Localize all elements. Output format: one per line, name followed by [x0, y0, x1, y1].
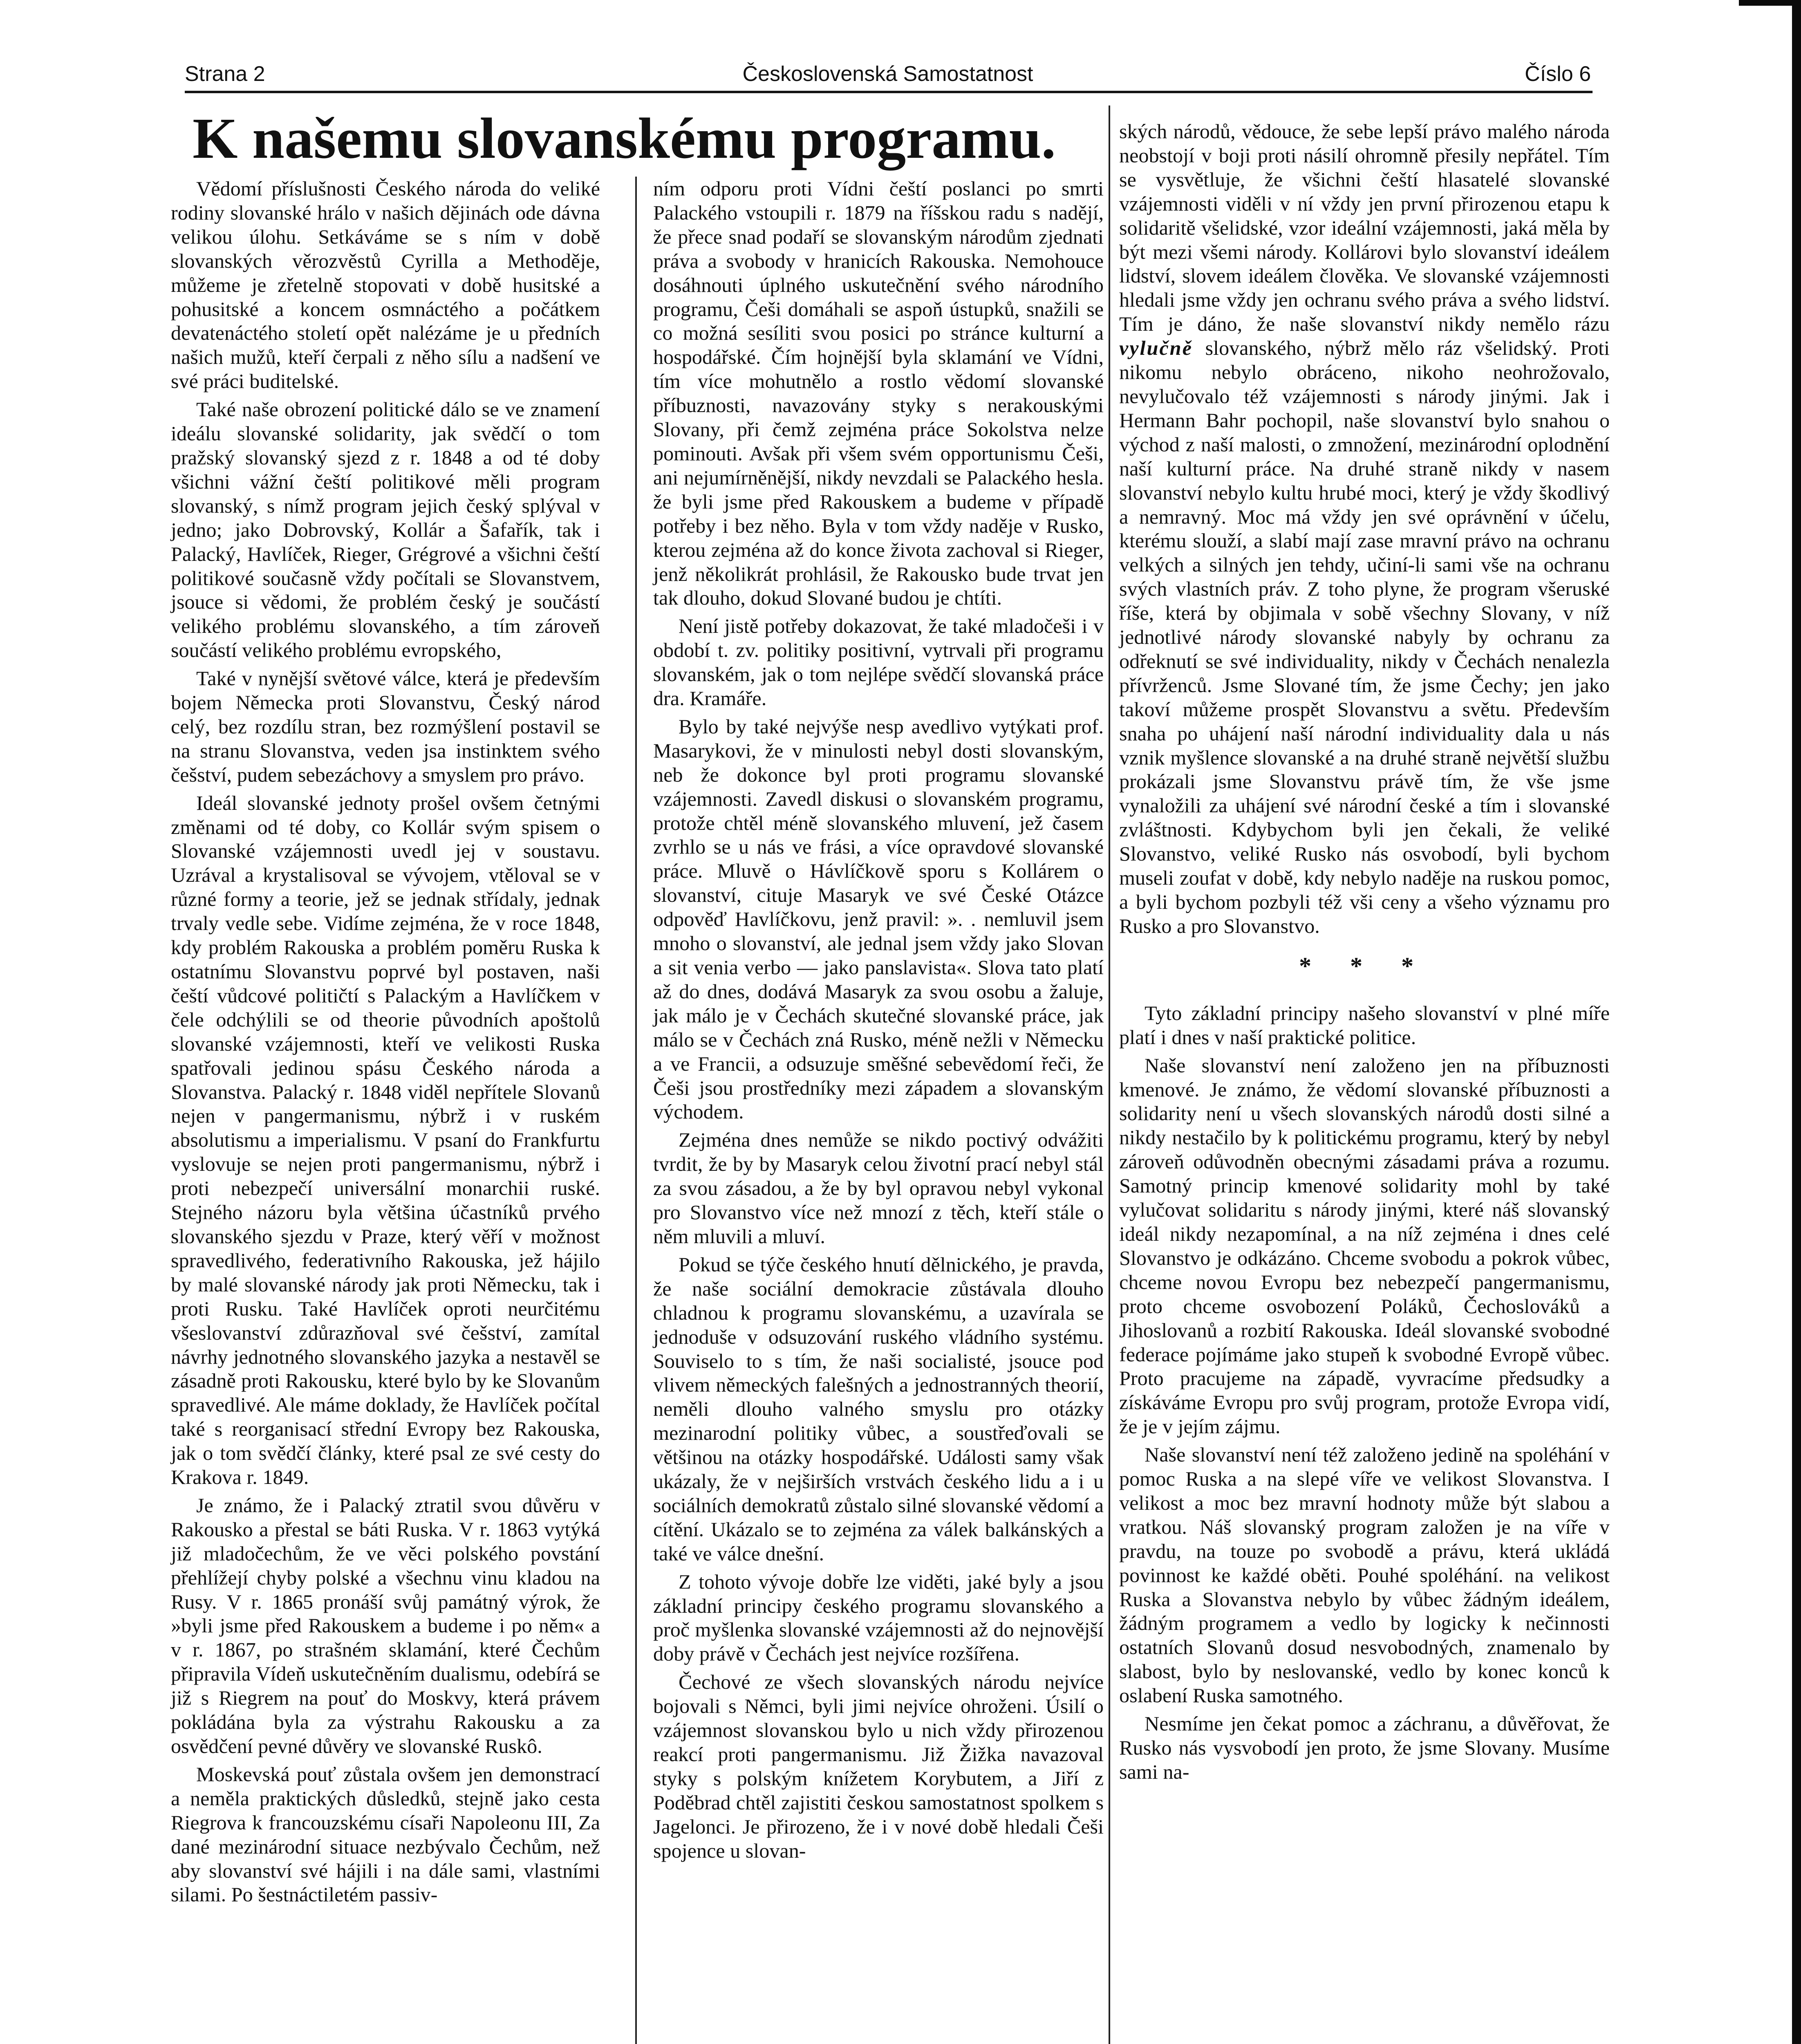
paragraph: Naše slovanství není založeno jen na příbuznosti kmenové. Je známo, že vědomí slovanské příbuznosti a solidarity není u všech slovanských národů dosti silné a nikdy nestačilo by k politickému programu, který by nebyl zároveň odůvodněn obecnými zásadami práva a rozumu. Samotný princip kmenové solidarity mohl by také vylučovat solidaritu s národy jinými, které náš slovanský ideál nikdy nezapomínal, a na níž zejména i dnes celé Slovanstvo je odkázáno. Chceme svobodu a pokrok vůbec, chceme novou Evropu bez nebezpečí pangermanismu, proto chceme osvobození Poláků, Čechoslováků a Jihoslovanů a rozbití Rakouska. Ideál slovanské svobodné federace pojímáme jako stupeň k svobodné Evropě vůbec. Proto pracujeme na západě, vyvracíme předsudky a získáváme Evropu pro svůj program, protože Evropa vidí, že je v jejím zájmu.	[1119, 1053, 1610, 1438]
paragraph: Tyto základní principy našeho slovanství v plné míře platí i dnes v naší praktické politice.	[1119, 1001, 1610, 1049]
issue-number: Číslo 6	[1525, 62, 1591, 86]
section-separator: * * *	[1299, 952, 1430, 979]
page-number: Strana 2	[185, 62, 265, 86]
newspaper-name: Československá Samostatnost	[742, 62, 1033, 86]
paragraph: Také naše obrození politické dálo se ve znamení ideálu slovanské solidarity, jak svědčí o tom pražský slovanský sjezd z r. 1848 a od té doby všichni vážní čeští politikové měli program slovanský, s nímž program jejich český splýval v jedno; jako Dobrovský, Kollár a Šafařík, tak i Palacký, Havlíček, Rieger, Grégrové a všichni čeští politikové současně vždy počítali se Slovanstvem, jsouce si vědomi, že problém český je součástí velikého problému slovanského, a tím zároveň součástí velikého problému evropského,	[171, 398, 600, 662]
paragraph: Pokud se týče českého hnutí dělnického, je pravda, že naše sociální demokracie zůstávala dlouho chladnou k programu slovanskému, a uzavírala se jednoduše v odsuzování ruského vládního systému. Souviselo to s tím, že naši socialisté, jsouce pod vlivem německých falešných a jednostranných theorií, neměli dlouho valného smyslu pro otázky mezinarodní politiky vůbec, a soustřeďovali se většinou na otázky hospodářské. Události samy však ukázaly, že v nejširších vrstvách českého lidu a i u sociálních demokratů zůstalo silné slovanské vědomí a cítění. Ukázalo se to zejména za válek balkánských a také ve válce dnešní.	[653, 1253, 1104, 1565]
paragraph: Nesmíme jen čekat pomoc a záchranu, a důvěřovat, že Rusko nás vysvobodí jen proto, že jsme Slovany. Musíme sami na-	[1119, 1712, 1610, 1783]
scan-edge-top	[1739, 0, 1792, 6]
page-header	[185, 60, 1591, 88]
paragraph: Je známo, že i Palacký ztratil svou důvěru v Rakousko a přestal se báti Ruska. V r. 1863 vytýká již mladočechům, že ve věci polského povstání přehlížejí chyby polské a všechnu vinu kladou na Rusy. V r. 1865 pronáší svůj památný výrok, že »byli jsme před Rakouskem a budeme i po něm« a v r. 1867, po strašném sklamání, které Čechům připravila Vídeň uskutečněním dualismu, odebírá se již s Riegrem na pouť do Moskvy, která právem pokládána byla za výstrahu Rakousku a za osvědčení pevné důvěry ve slovanské Ruskô.	[171, 1493, 600, 1757]
column-1	[171, 177, 600, 1911]
column-divider-1	[635, 177, 637, 2044]
paragraph: Není jistě potřeby dokazovat, že také mladočeši i v období t. zv. politiky positivní, vytrvali při programu slovanském, jak o tom nejlépe svědčí slovanská práce dra. Kramáře.	[653, 614, 1104, 710]
paragraph: Ideál slovanské jednoty prošel ovšem četnými změnami od té doby, co Kollár svým spisem o Slovanské vzájemnosti uvedl jej v soustavu. Uzrával a krystalisoval se vývojem, vtěloval se v různé formy a teorie, jež se jednak střídaly, jednak trvaly vedle sebe. Vidíme zejména, že v roce 1848, kdy problém Rakouska a problém poměru Ruska k ostatnímu Slovanstvu poprvé byl postaven, naši čeští vůdcové političtí s Palackým a Havlíčkem v čele odchýlili se od theorie původních apoštolů slovanské vzájemnosti, kteří ve velikosti Ruska spatřovali jedinou spásu Českého národa a Slovanstva. Palacký r. 1848 viděl nepřítele Slovanů nejen v pangermanismu, nýbrž i v ruském absolutismu a imperialismu. V psaní do Frankfurtu vyslovuje se nejen proti pangermanismu, nýbrž i proti nebezpečí universální monarchii ruské. Stejného názoru byla většina účastníků prvého slovanského sjezdu v Praze, který věří v možnost spravedlivého, federativního Rakouska, jež hájilo by malé slovanské národy jak proti Německu, tak i proti Rusku. Také Havlíček oproti neurčitému všeslovanství zdůrazňoval své češství, zamítal návrhy jednotného slovanského jazyka a nestavěl se zásadně proti Rakousku, které bylo by ke Slovanům spravedlivé. Ale máme doklady, že Havlíček počítal také s reorganisací střední Evropy bez Rakouska, jak o tom svědčí články, které psal ze své cesty do Krakova r. 1849.	[171, 791, 600, 1489]
paragraph: Zejména dnes nemůže se nikdo poctivý odvážiti tvrdit, že by by Masaryk celou životní prací nebyl stál za svou zásadou, a že by byl opravou nebyl vykonal pro Slovanstvo více než mnozí z těch, kteří stále o něm mluvili a mluví.	[653, 1128, 1104, 1248]
header-rule	[185, 91, 1593, 93]
paragraph: Naše slovanství není též založeno jedině na spoléhání v pomoc Ruska a na slepé víře ve velikost Slovanstva. I velikost a moc bez mravní hodnoty může být slabou a vratkou. Náš slovanský program založen je na víře v pravdu, na touze po svobodě a právu, která ukládá povinnost ke každé oběti. Pouhé spoléhání. na velikost Ruska a Slovanstva nebylo by vůbec žádným ideálem, žádným programem a vedlo by logicky k nečinnosti ostatních Slovanů dosud nesvobodných, znamenalo by slabost, bylo by neslovanské, vedlo by konec konců k oslabení Ruska samotného.	[1119, 1443, 1610, 1707]
paragraph	[1119, 119, 1610, 938]
column-divider-2	[1109, 105, 1110, 2044]
paragraph: Vědomí příslušnosti Českého národa do veliké rodiny slovanské hrálo v našich dějinách ode dávna velikou úlohu. Setkáváme se s ním v době slovanských věrozvěstů Cyrilla a Methoděje, můžeme je zřetelně stopovati v době husitské a pohusitské a koncem osmnáctého a počátkem devatenáctého století opět nalézáme je u předních našich mužů, kteří čerpali z něho sílu a nadšení ve své práci buditelské.	[171, 177, 600, 393]
paragraph: Moskevská pouť zůstala ovšem jen demonstrací a neměla praktických důsledků, stejně jako cesta Riegrova k francouzskému císaři Napoleonu III, Za dané mezinárodní situace nezbývalo Čechům, než aby slovanství své hájili i na dále sami, vlastními silami. Po šestnáctiletém passiv-	[171, 1762, 600, 1906]
paragraph-text: slovanského, nýbrž mělo ráz všelidský. Proti nikomu nebylo obráceno, nikoho neohrožovalo, nevylučovalo též vzájemnosti s národy jinými. Jak i Hermann Bahr pochopil, naše slovanství bylo snahou o východ z naší malosti, o zmnožení, mezinárodní oplodnění naší kulturní práce. Na druhé straně nikdy v nasem slovanství nebylo kultu hrubé moci, který je vždy škodlivý a nemravný. Moc má vždy jen své oprávnění v účelu, kterému slouží, a slabí mají zase mravní právo na ochranu velkých a silných jen tehdy, učiní-li sami vše na ochranu svých vlastních práv. Z toho plyne, že program všeruské říše, která by objimala v sobě všechny Slovany, v níž jednotlivé národy slovanské nabyly by ochranu za odřeknutí se své individuality, nikdy v Čechách nenalezla přívrženců. Jsme Slované tím, že jsme Čechy; jen jako takoví můžeme prospět Slovanstvu a světu. Především snaha po uhájení naší národní individuality dala u nás vznik myšlence slovanské a na druhé straně největší službu prokázali jsme Slovanstvu právě tím, že vše jsme vynaložili za uhájení své národní české a tím i slovanské zvláštnosti. Kdybychom byli jen čekali, že veliké Slovanstvo, veliké Rusko nás osvobodí, byli bychom museli zoufat v době, kdy nebylo naděje na ruskou pomoc, a byli bychom pozbyli též vši ceny a všeho významu pro Rusko a pro Slovanstvo.	[1119, 336, 1610, 937]
scan-edge-shadow	[1792, 0, 1801, 2044]
article-title: K našemu slovanskému programu.	[193, 106, 1056, 170]
paragraph-text: ských národů, vědouce, že sebe lepší právo malého národa neobstojí v boji proti násilí ohromně přesily nepřátel. Tím se vysvětluje, že všichni čeští hlasatelé slovanské vzájemnosti viděli v ní vždy jen první přirozenou etapu k solidaritě všelidské, vzor ideální vzájemnosti, jaká měla by být mezi všemi národy. Kollárovi bylo slovanství ideálem lidství, slovem ideálem člověka. Ve slovanské vzájemnosti hledali jsme vždy jen ochranu svého práva a svého lidství. Tím je dáno, že naše slovanství nikdy nemělo rázu	[1119, 120, 1610, 336]
paragraph: Bylo by také nejvýše nesp avedlivo vytýkati prof. Masarykovi, že v minulosti nebyl dosti slovanským, neb že dokonce byl proti programu slovanské vzájemnosti. Zavedl diskusi o slovanském programu, protože chtěl méně slovanského mluvení, jež časem zvrhlo se u nás ve frási, a více opravdové slovanské práce. Mluvě o Hávlíčkově sporu s Kollárem o slovanství, cituje Masaryk ve své České Otázce odpověď Havlíčkovu, jenž pravil: ». . nemluvil jsem mnoho o slovanství, ale jednal jsem vždy jako Slovan a sit venia verbo — jako panslavista«. Slova tato platí až do dnes, dodává Masaryk za svou osobu a žaluje, jak málo je v Čechách skutečné slovanské práce, jak málo se v Čechách zná Rusko, méně nežli v Německu a ve Francii, a odsuzuje směšné sebevědomí řeči, že Češi jsou prostředníky mezi západem a slovanským východem.	[653, 715, 1104, 1123]
paragraph: Z tohoto vývoje dobře lze viděti, jaké byly a jsou základní principy českého programu slovanského a proč myšlenka slovanské vzájemnosti až do nejnovější doby právě v Čechách jest nejvíce rozšířena.	[653, 1570, 1104, 1665]
emphasized-word: vylučně	[1119, 336, 1193, 360]
paragraph: Také v nynější světové válce, která je především bojem Německa proti Slovanstvu, Český národ celý, bez rozdílu stran, bez rozmýšlení postavil se na stranu Slovanstva, veden jsa instinktem svého češství, pudem sebezáchovy a smyslem pro právo.	[171, 667, 600, 786]
column-2	[653, 177, 1104, 1867]
paragraph: ním odporu proti Vídni čeští poslanci po smrti Palackého vstoupili r. 1879 na říšskou radu s nadějí, že přece snad podaří se slovanským národům zjednati práva a svobody v hranicích Rakouska. Nemohouce dosáhnouti úplného uskutečnění svého národního programu, Češi domáhali se aspoň ústupků, snažili se co možná sesíliti svou posici po stránce kulturní a hospodářské. Čím hojnější byla sklamání ve Vídni, tím více mohutnělo a rostlo vědomí slovanské příbuznosti, navazovány styky s nerakouskými Slovany, při čemž zejména práce Sokolstva nelze pominouti. Avšak při všem svém opportunismu Češi, ani nejumírněnější, nikdy nevzdali se Palackého hesla. že byli jsme před Rakouskem a budeme v případě potřeby i bez něho. Byla v tom vždy naděje v Rusko, kterou zejména až do konce života zachoval si Rieger, jenž několikrát prohlásil, že Rakousko bude trvat jen tak dlouho, dokud Slované budou je chtíti.	[653, 177, 1104, 610]
paragraph: Čechové ze všech slovanských národu nejvíce bojovali s Němci, byli jimi nejvíce ohroženi. Úsilí o vzájemnost slovanskou bylo u nich vždy přirozenou reakcí proti pangermanismu. Již Žižka navazoval styky s polským knížetem Korybutem, a Jiří z Poděbrad chtěl zajistiti českou samostatnost spolkem s Jagelonci. Je přirozeno, že i v nové době hledali Češi spojence u slovan-	[653, 1670, 1104, 1862]
column-3	[1119, 119, 1610, 1788]
